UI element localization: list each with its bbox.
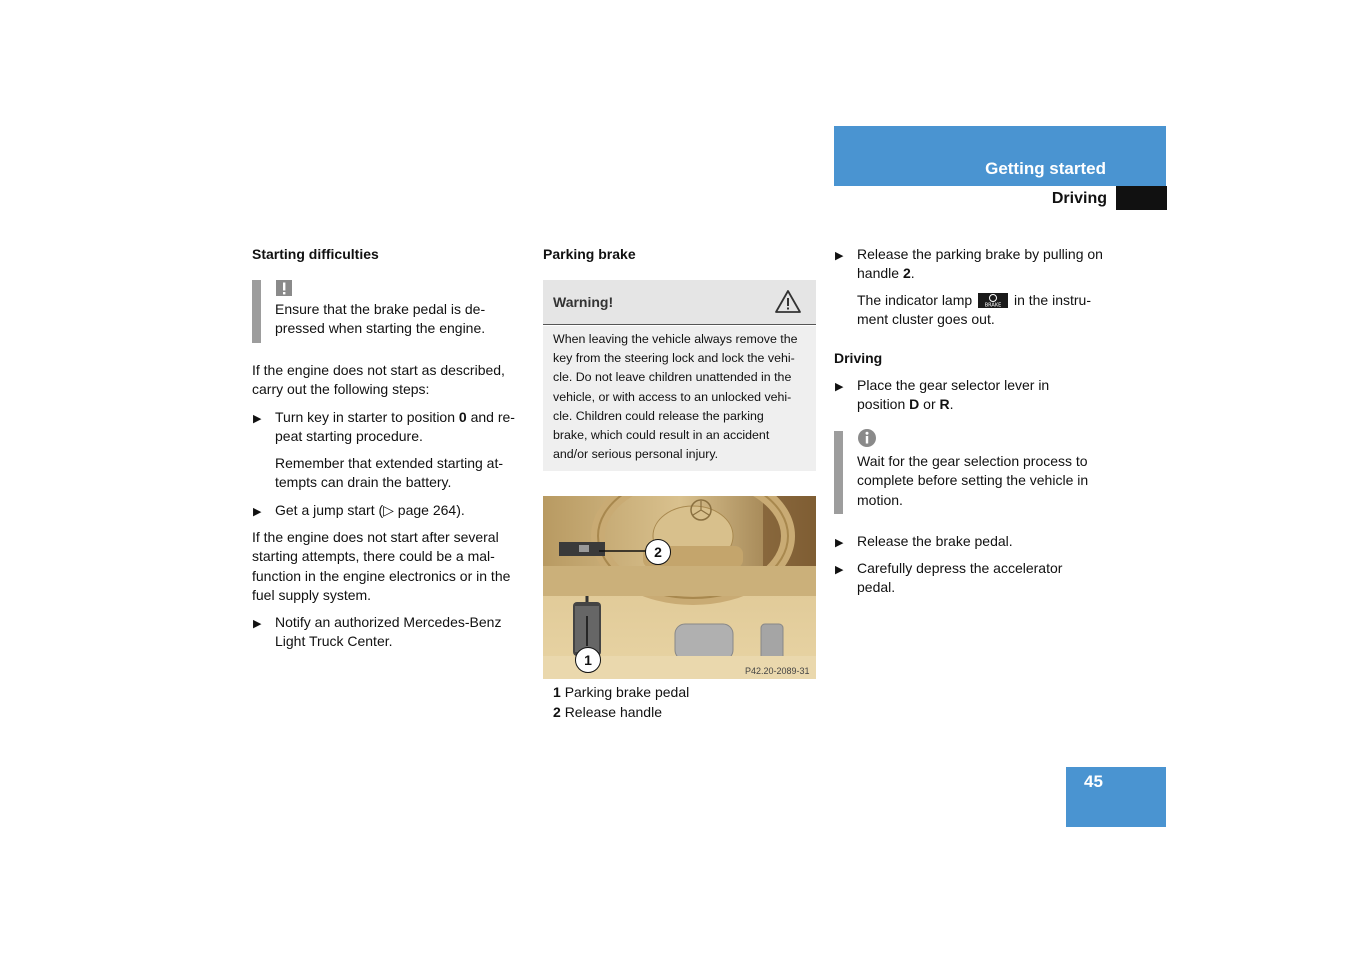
callout-1: 1 [575,647,601,673]
starting-difficulties-heading: Starting difficulties [252,246,379,262]
info-note-text: Wait for the gear selection process to complete before setting the vehicle in motion. [857,453,1089,508]
caption-1: 1 Parking brake pedal [553,684,690,700]
bullet-arrow-icon: ▶ [253,506,262,518]
section-tab-marker [1116,186,1167,210]
bullet-arrow-icon: ▶ [835,381,844,393]
bullet-arrow-icon: ▶ [253,413,262,425]
malfunction-paragraph: If the engine does not start after several starting attempts, there could be a mal- function in the engine electronics or in the fuel supply system. [252,529,511,604]
warning-text: When leaving the vehicle always remove the key from the steering lock and lock the vehi- cle. Do not leave children unattended in the vehicle, or with access to an unlocked vehi- cle. Children could release the parking brake, which could result in an accident and/or serious personal injury. [553,332,798,462]
page-number: 45 [1084,772,1103,791]
driving-heading: Driving [834,350,883,366]
note-bar [252,280,261,343]
step-depress-accelerator: Carefully depress the accelerator pedal. [857,560,1063,596]
intro-paragraph: If the engine does not start as described, carry out the following steps: [252,362,505,398]
caption-2: 2 Release handle [553,704,662,720]
parking-brake-heading: Parking brake [543,246,636,262]
warning-triangle-icon [774,289,802,319]
step-turn-key: Turn key in starter to position 0 and re- peat starting procedure. [275,409,515,445]
section-title: Getting started [985,159,1106,178]
step-notify-center: Notify an authorized Mercedes-Benz Light Truck Center. [275,614,502,650]
figure-code: P42.20-2089-31 [745,666,810,676]
note-text: Ensure that the brake pedal is de- pressed when starting the engine. [275,301,486,337]
exclamation-icon [275,279,293,302]
info-note-bar [834,431,843,514]
battery-note: Remember that extended starting at- tempts can drain the battery. [275,455,504,491]
step-gear-selector: Place the gear selector lever in position D or R. [857,377,1050,413]
bullet-arrow-icon: ▶ [835,564,844,576]
step-jump-start: Get a jump start (▷ page 264). [275,502,465,518]
info-icon [857,428,877,453]
bullet-arrow-icon: ▶ [835,250,844,262]
step-release-brake-pedal: Release the brake pedal. [857,533,1013,549]
indicator-lamp-note: The indicator lamp BRAKE in the instru- ment cluster goes out. [857,292,1091,328]
subsection-title: Driving [1051,190,1107,207]
callout-2: 2 [645,539,671,565]
warning-title: Warning! [553,294,614,310]
bullet-arrow-icon: ▶ [835,537,844,549]
brake-lamp-label: BRAKE [984,302,1002,308]
page-number-box [1066,767,1166,827]
step-release-parking-brake: Release the parking brake by pulling on handle 2. [857,246,1103,282]
bullet-arrow-icon: ▶ [253,618,262,630]
brake-lamp-icon [978,293,1008,308]
